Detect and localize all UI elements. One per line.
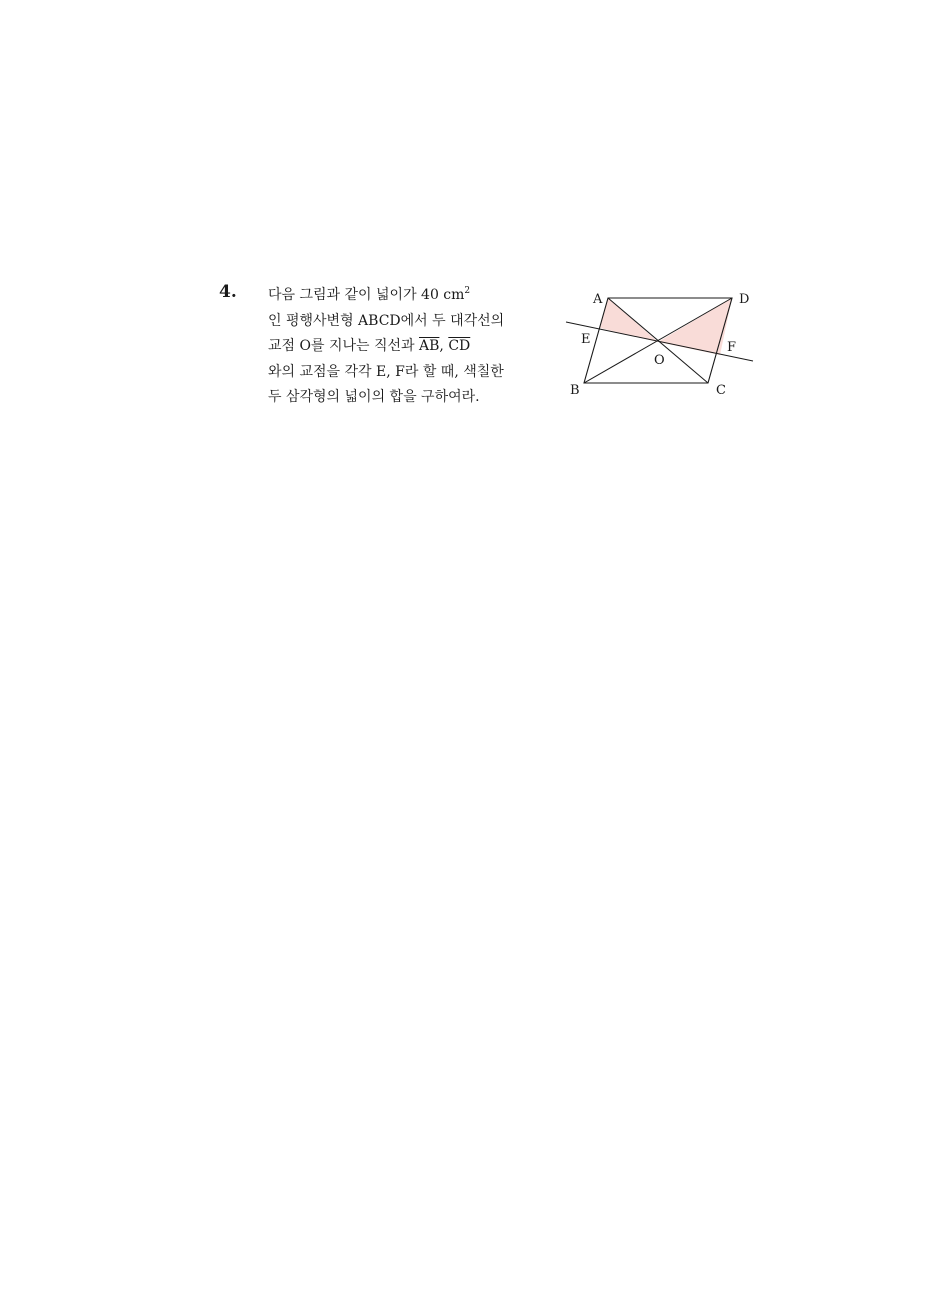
label-a: A <box>593 292 603 307</box>
problem-line-4: 와의 교점을 각각 E, F라 할 때, 색칠한 <box>268 363 504 380</box>
problem-line-1-text: 다음 그림과 같이 넓이가 40 cm <box>268 287 465 303</box>
segment-ab: $\overline{AB}$ <box>419 338 440 354</box>
shaded-triangle-dfo <box>658 298 732 355</box>
area-unit-exponent: 2 <box>464 286 471 296</box>
problem-line-1 <box>268 283 558 309</box>
label-f: F <box>727 340 737 355</box>
label-e: E <box>581 332 591 347</box>
parallelogram-figure <box>560 285 760 405</box>
problem-number: 4. <box>219 282 237 302</box>
label-d: D <box>739 292 750 307</box>
label-o: O <box>654 353 665 368</box>
label-c: C <box>716 383 726 398</box>
problem-line-3-sep: , <box>439 338 449 354</box>
problem-line-5: 두 삼각형의 넓이의 합을 구하여라. <box>268 389 480 405</box>
label-b: B <box>570 383 580 398</box>
problem-line-3 <box>268 334 558 360</box>
problem-line-3-pre: 교점 O를 지나는 직선과 <box>268 338 419 354</box>
segment-cd: $\overline{CD}$ <box>448 338 471 354</box>
problem-text <box>268 283 558 411</box>
problem-line-2: 인 평행사변형 ABCD에서 두 대각선의 <box>268 312 505 329</box>
